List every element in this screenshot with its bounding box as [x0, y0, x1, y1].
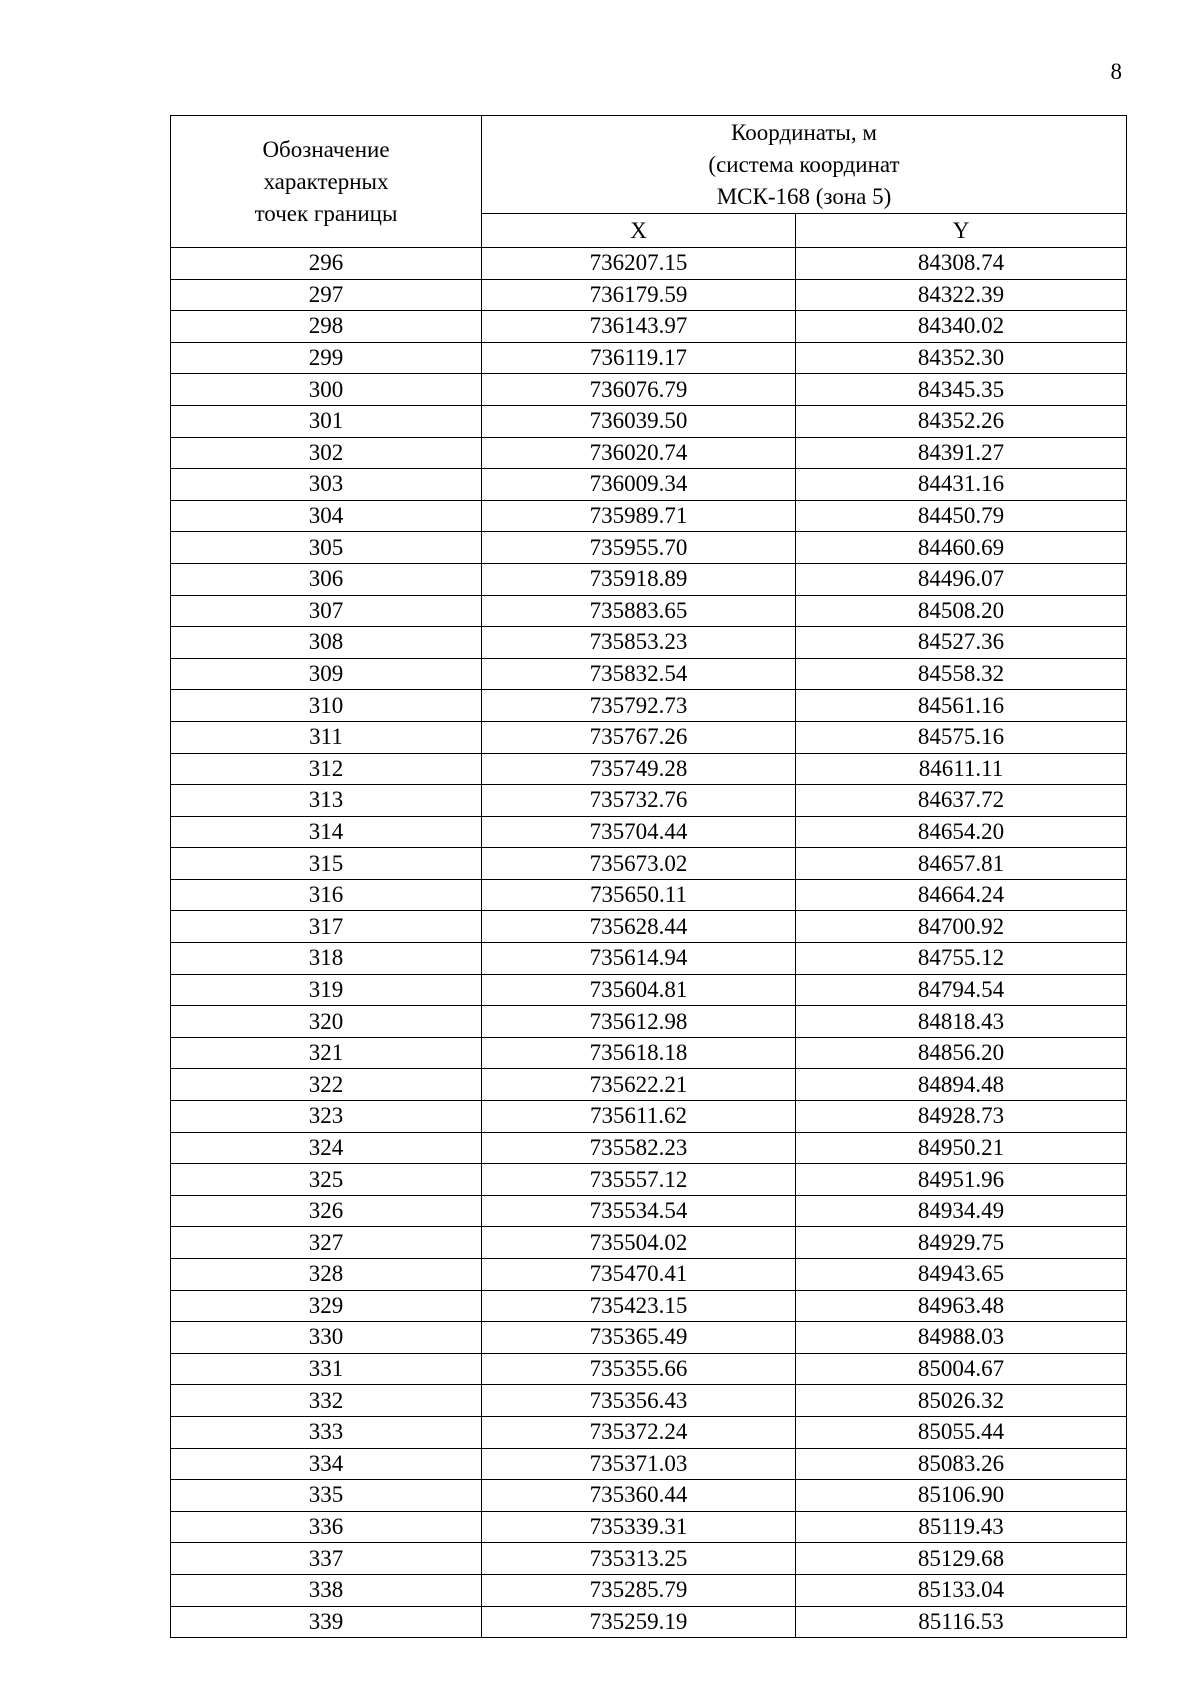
- y-cell: 84340.02: [796, 311, 1127, 343]
- table-row: [171, 943, 1127, 975]
- y-cell: 85026.32: [796, 1385, 1127, 1417]
- point-cell: 334: [171, 1448, 482, 1480]
- x-cell: 735557.12: [482, 1164, 796, 1196]
- table-row: [171, 1259, 1127, 1291]
- y-cell: 84558.32: [796, 658, 1127, 690]
- table-row: [171, 1543, 1127, 1575]
- table-row: [171, 1574, 1127, 1606]
- y-cell: 85119.43: [796, 1511, 1127, 1543]
- point-cell: 325: [171, 1164, 482, 1196]
- table-row: [171, 374, 1127, 406]
- x-cell: 736039.50: [482, 405, 796, 437]
- x-cell: 735918.89: [482, 563, 796, 595]
- table-row: [171, 1132, 1127, 1164]
- x-cell: 735365.49: [482, 1322, 796, 1354]
- x-cell: 735612.98: [482, 1006, 796, 1038]
- point-cell: 307: [171, 595, 482, 627]
- coordinates-group-header: [482, 116, 1127, 214]
- x-cell: 735989.71: [482, 500, 796, 532]
- y-cell: 84508.20: [796, 595, 1127, 627]
- x-column-header: X: [482, 214, 796, 248]
- x-cell: 735372.24: [482, 1416, 796, 1448]
- point-cell: 315: [171, 848, 482, 880]
- point-cell: 314: [171, 816, 482, 848]
- y-cell: 84755.12: [796, 943, 1127, 975]
- table-row: [171, 1164, 1127, 1196]
- x-cell: 735313.25: [482, 1543, 796, 1575]
- x-cell: 735732.76: [482, 785, 796, 817]
- y-cell: 84460.69: [796, 532, 1127, 564]
- table-row: [171, 1006, 1127, 1038]
- point-cell: 327: [171, 1227, 482, 1259]
- point-cell: 338: [171, 1574, 482, 1606]
- y-cell: 84345.35: [796, 374, 1127, 406]
- x-cell: 735604.81: [482, 974, 796, 1006]
- table-row: [171, 595, 1127, 627]
- point-cell: 311: [171, 721, 482, 753]
- y-cell: 84654.20: [796, 816, 1127, 848]
- x-cell: 736009.34: [482, 469, 796, 501]
- x-cell: 735339.31: [482, 1511, 796, 1543]
- table-row: [171, 342, 1127, 374]
- y-cell: 84352.30: [796, 342, 1127, 374]
- table-row: [171, 1511, 1127, 1543]
- page-number: 8: [1110, 59, 1122, 84]
- table-row: [171, 1416, 1127, 1448]
- x-cell: 736143.97: [482, 311, 796, 343]
- table-row: [171, 1195, 1127, 1227]
- y-cell: 84894.48: [796, 1069, 1127, 1101]
- x-cell: 735883.65: [482, 595, 796, 627]
- y-cell: 84794.54: [796, 974, 1127, 1006]
- x-cell: 735611.62: [482, 1101, 796, 1133]
- table-row: [171, 1322, 1127, 1354]
- y-cell: 84391.27: [796, 437, 1127, 469]
- y-cell: 84657.81: [796, 848, 1127, 880]
- x-cell: 735618.18: [482, 1037, 796, 1069]
- coords-header-line-1: Координаты, м: [731, 119, 877, 145]
- point-header-line-3: точек границы: [254, 200, 398, 226]
- y-cell: 84950.21: [796, 1132, 1127, 1164]
- y-cell: 84929.75: [796, 1227, 1127, 1259]
- table-row: [171, 974, 1127, 1006]
- x-cell: 735371.03: [482, 1448, 796, 1480]
- table-body: [171, 248, 1127, 1638]
- point-cell: 330: [171, 1322, 482, 1354]
- table-row: [171, 500, 1127, 532]
- x-cell: 735534.54: [482, 1195, 796, 1227]
- x-cell: 735356.43: [482, 1385, 796, 1417]
- table-row: [171, 721, 1127, 753]
- y-cell: 85083.26: [796, 1448, 1127, 1480]
- point-cell: 324: [171, 1132, 482, 1164]
- point-header-line-1: Обозначение: [262, 136, 390, 162]
- point-cell: 331: [171, 1353, 482, 1385]
- y-cell: 85133.04: [796, 1574, 1127, 1606]
- y-cell: 84943.65: [796, 1259, 1127, 1291]
- x-cell: 735650.11: [482, 879, 796, 911]
- y-cell: 85106.90: [796, 1480, 1127, 1512]
- table-row: [171, 911, 1127, 943]
- point-cell: 333: [171, 1416, 482, 1448]
- table-row: [171, 279, 1127, 311]
- point-cell: 320: [171, 1006, 482, 1038]
- y-cell: 84637.72: [796, 785, 1127, 817]
- x-cell: 735504.02: [482, 1227, 796, 1259]
- point-cell: 296: [171, 248, 482, 280]
- table-row: [171, 563, 1127, 595]
- y-column-header: Y: [796, 214, 1127, 248]
- y-cell: 84664.24: [796, 879, 1127, 911]
- y-cell: 84818.43: [796, 1006, 1127, 1038]
- point-cell: 322: [171, 1069, 482, 1101]
- table-row: [171, 311, 1127, 343]
- y-cell: 84951.96: [796, 1164, 1127, 1196]
- point-cell: 299: [171, 342, 482, 374]
- table-row: [171, 690, 1127, 722]
- point-cell: 301: [171, 405, 482, 437]
- x-cell: 735704.44: [482, 816, 796, 848]
- x-cell: 735360.44: [482, 1480, 796, 1512]
- y-cell: 84988.03: [796, 1322, 1127, 1354]
- coords-header-line-2: (система координат: [708, 151, 900, 177]
- point-cell: 302: [171, 437, 482, 469]
- table-row: [171, 1069, 1127, 1101]
- x-cell: 735955.70: [482, 532, 796, 564]
- x-cell: 735259.19: [482, 1606, 796, 1638]
- table-row: [171, 1480, 1127, 1512]
- table-row: [171, 1037, 1127, 1069]
- point-cell: 321: [171, 1037, 482, 1069]
- x-cell: 735582.23: [482, 1132, 796, 1164]
- point-cell: 303: [171, 469, 482, 501]
- x-cell: 735673.02: [482, 848, 796, 880]
- table-row: [171, 753, 1127, 785]
- x-cell: 735628.44: [482, 911, 796, 943]
- x-cell: 735832.54: [482, 658, 796, 690]
- point-cell: 318: [171, 943, 482, 975]
- point-cell: 335: [171, 1480, 482, 1512]
- point-cell: 319: [171, 974, 482, 1006]
- y-cell: 84322.39: [796, 279, 1127, 311]
- x-cell: 736179.59: [482, 279, 796, 311]
- point-cell: 312: [171, 753, 482, 785]
- x-cell: 735767.26: [482, 721, 796, 753]
- point-cell: 316: [171, 879, 482, 911]
- x-cell: 735355.66: [482, 1353, 796, 1385]
- y-cell: 85055.44: [796, 1416, 1127, 1448]
- y-cell: 84308.74: [796, 248, 1127, 280]
- table-row: [171, 1448, 1127, 1480]
- y-cell: 84856.20: [796, 1037, 1127, 1069]
- point-cell: 313: [171, 785, 482, 817]
- y-cell: 84352.26: [796, 405, 1127, 437]
- point-cell: 309: [171, 658, 482, 690]
- point-cell: 298: [171, 311, 482, 343]
- table-row: [171, 1227, 1127, 1259]
- point-cell: 328: [171, 1259, 482, 1291]
- point-cell: 305: [171, 532, 482, 564]
- table-row: [171, 1101, 1127, 1133]
- point-cell: 304: [171, 500, 482, 532]
- x-cell: 735423.15: [482, 1290, 796, 1322]
- y-cell: 84496.07: [796, 563, 1127, 595]
- x-cell: 736119.17: [482, 342, 796, 374]
- table-row: [171, 469, 1127, 501]
- point-cell: 300: [171, 374, 482, 406]
- point-cell: 339: [171, 1606, 482, 1638]
- x-cell: 736020.74: [482, 437, 796, 469]
- point-cell: 336: [171, 1511, 482, 1543]
- header-row-top: [171, 116, 1127, 214]
- point-cell: 297: [171, 279, 482, 311]
- y-cell: 84934.49: [796, 1195, 1127, 1227]
- table-row: [171, 658, 1127, 690]
- table-row: [171, 1385, 1127, 1417]
- boundary-coordinates-table: [170, 115, 1127, 1638]
- x-cell: 736207.15: [482, 248, 796, 280]
- point-cell: 337: [171, 1543, 482, 1575]
- table-row: [171, 879, 1127, 911]
- point-column-header: [171, 116, 482, 248]
- x-cell: 735853.23: [482, 627, 796, 659]
- x-cell: 735614.94: [482, 943, 796, 975]
- y-cell: 85004.67: [796, 1353, 1127, 1385]
- y-cell: 85129.68: [796, 1543, 1127, 1575]
- x-cell: 735749.28: [482, 753, 796, 785]
- point-header-line-2: характерных: [263, 168, 389, 194]
- x-cell: 735470.41: [482, 1259, 796, 1291]
- point-cell: 308: [171, 627, 482, 659]
- y-cell: 84450.79: [796, 500, 1127, 532]
- table-row: [171, 532, 1127, 564]
- table-row: [171, 816, 1127, 848]
- x-cell: 735285.79: [482, 1574, 796, 1606]
- x-cell: 736076.79: [482, 374, 796, 406]
- y-cell: 84700.92: [796, 911, 1127, 943]
- table-row: [171, 1606, 1127, 1638]
- table-row: [171, 405, 1127, 437]
- y-cell: 84561.16: [796, 690, 1127, 722]
- point-cell: 317: [171, 911, 482, 943]
- y-cell: 84431.16: [796, 469, 1127, 501]
- x-cell: 735792.73: [482, 690, 796, 722]
- y-cell: 84527.36: [796, 627, 1127, 659]
- table-row: [171, 785, 1127, 817]
- table-row: [171, 627, 1127, 659]
- point-cell: 326: [171, 1195, 482, 1227]
- table-row: [171, 248, 1127, 280]
- table-row: [171, 848, 1127, 880]
- coords-header-line-3: МСК-168 (зона 5): [716, 183, 892, 209]
- point-cell: 323: [171, 1101, 482, 1133]
- table-header: [171, 116, 1127, 248]
- point-cell: 310: [171, 690, 482, 722]
- point-cell: 306: [171, 563, 482, 595]
- table-row: [171, 1290, 1127, 1322]
- point-cell: 332: [171, 1385, 482, 1417]
- table-row: [171, 437, 1127, 469]
- table-row: [171, 1353, 1127, 1385]
- y-cell: 84575.16: [796, 721, 1127, 753]
- y-cell: 84963.48: [796, 1290, 1127, 1322]
- y-cell: 85116.53: [796, 1606, 1127, 1638]
- y-cell: 84611.11: [796, 753, 1127, 785]
- y-cell: 84928.73: [796, 1101, 1127, 1133]
- x-cell: 735622.21: [482, 1069, 796, 1101]
- point-cell: 329: [171, 1290, 482, 1322]
